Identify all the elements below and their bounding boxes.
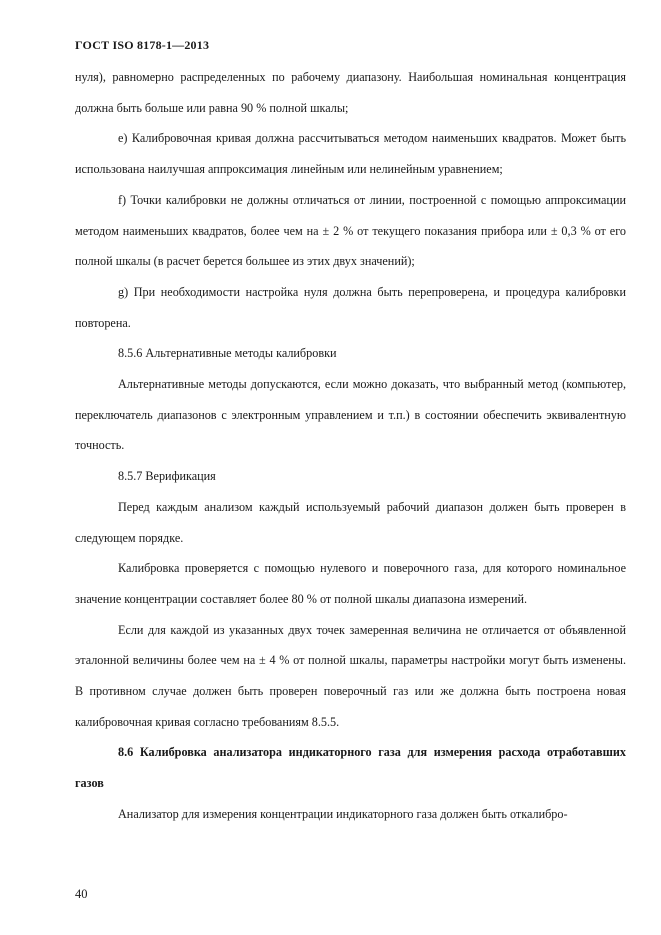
paragraph: нуля), равномерно распределенных по рабочему диапазону. Наибольшая номинальная концентрация должна быть больше или равна 90 % полной шкалы; (75, 70, 626, 115)
paragraph: Перед каждым анализом каждый используемый рабочий диапазон должен быть проверен в следующем порядке. (75, 499, 626, 545)
page-number: 40 (75, 887, 88, 901)
list-item-e: е) Калибровочная кривая должна рассчитываться методом наименьших квадратов. Может быть использована наилучшая аппроксимация линейным или нелинейным уравнением; (75, 131, 626, 177)
document-body (75, 62, 626, 830)
section-heading-8-5-7: 8.5.7 Верификация (118, 469, 216, 484)
list-item-g: g) При необходимости настройка нуля должна быть перепроверена, и процедура калибровки повторена. (75, 284, 626, 330)
list-item-f: f) Точки калибровки не должны отличаться от линии, построенной с помощью аппроксимации методом наименьших квадратов, более чем на ± 2 % от текущего показания прибора или ± 0,3 % от его полной шкалы (в расчет берется большее из этих двух значений); (75, 192, 626, 269)
section-heading-text: 8.6 Калибровка анализатора индикаторного газа для измерения расхода отработавших газов (75, 745, 626, 791)
paragraph: Альтернативные методы допускаются, если можно доказать, что выбранный метод (компьютер, переключатель диапазонов с электронным управлением и т.п.) в состоянии обеспечить эквивалентную точность. (75, 377, 626, 453)
document-header: ГОСТ ISO 8178-1—2013 (75, 38, 210, 52)
paragraph: Калибровка проверяется с помощью нулевого и поверочного газа, для которого номинальное значение концентрации составляет более 80 % от полной шкалы диапазона измерений. (75, 561, 626, 606)
section-heading-8-6 (75, 737, 626, 798)
paragraph: Если для каждой из указанных двух точек замеренная величина не отличается от объявленной эталонной величины более чем на ± 4 % от полной шкалы, параметры настройки могут быть изменены. В противном случае должен быть проверен поверочный газ или же должна быть построена новая калибровочная кривая согласно требованиям 8.5.5. (75, 622, 626, 729)
section-heading-8-5-6: 8.5.6 Альтернативные методы калибровки (118, 346, 337, 361)
paragraph: Анализатор для измерения концентрации индикаторного газа должен быть откалибро- (118, 806, 568, 821)
